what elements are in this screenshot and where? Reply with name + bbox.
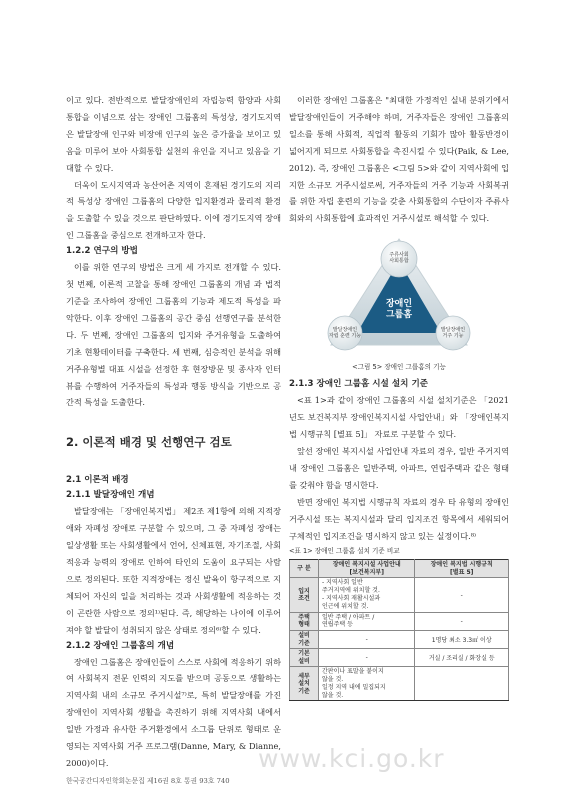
label-training-function: 발달장애인 자립 훈련 기능 [328,327,362,340]
paragraph: 이를 위한 연구의 방법은 크게 세 가지로 전개할 수 있다. 첫 번째, 이론적 고찰을 통해 장애인 그룹홈의 개념 과 법적 기준을 조사하여 장애인 그룹홈의 기능과 제도적 특성을 파악한다. 이후 장애인 그룹홈의 공간 중심 선행연구를 분석한다. 두 번째, 장애인 그룹홈의 입지와 주거유형을 도출하여 기초 현황데이터를 구축한다. 세 번째, 심층적인 분석을 위해 거주유형별 대표 시설을 선정한 후 현장방문 및 종사자 인터뷰를 수행하여 거주자들의 특성과 행동 방식을 기반으로 공간적 특성을 도출한다. [66,262,281,408]
paragraph: 앞선 장애인 복지시설 사업안내 자료의 경우, 일반 주거지역 내 장애인 그룹홈은 일반주택, 아파트, 연립주택과 같은 형태를 갖춰야 함을 명시한다. [289,445,509,490]
header-ministry-guide: 장애인 복지시설 사업안내 [보건복지부] [319,560,415,578]
table-header-row [290,560,509,578]
paragraph: 이고 있다. 전반적으로 발달장애인의 자립능력 함양과 사회통합을 이념으로 삼는 장애인 그룹홈의 특성상, 경기도지역은 발달장애 인구와 비장애 인구의 높은 증가율을 보이고 있음을 미루어 보아 사회통합 실천의 유인을 지니고 있음을 기대할 수 있다. [66,95,281,173]
row-label: 입지 조건 [290,578,319,612]
label-mainstream-society: 주류사회 사회통합 [389,252,409,265]
page-footer: 한국공간디자인학회논문집 제16권 8호 통권 93호 740 [66,777,230,785]
cell: - [319,631,415,649]
cell: 일반 주택 / 아파트 / 연립주택 등 [319,612,415,631]
figure-caption: <그림 5> 장애인 그룹홈의 기능 [352,363,446,372]
paragraph: 발달장애는 「장애인복지법」 제2조 제1항에 의해 지적장애와 자폐성 장애로 구분할 수 있으며, 그 중 자폐성 장애는 일상생활 또는 사회생활에서 언어, 신체표현, 자기조절, 사회적응과 능력의 장애로 인하여 타인의 도움이 요구되는 사람으로 정의된다. 또한 지적장애는 정신 발육이 항구적으로 지체되어 자신의 일을 처리하는 것과 사회생활에 적응하는 것이 곤란한 사람으로 정의¹⁾된다. 즉, 해당하는 나이에 이루어져야 할 발달이 성취되지 않은 상태로 정의⁶⁾할 수 있다. [66,506,281,635]
table-row [290,612,509,631]
paragraph: <표 1>과 같이 장애인 그룹홈의 시설 설치기준은 「2021년도 보건복지부 장애인복지시설 사업안내」와 「장애인복지법 시행규칙 [별표 5]」 자료로 구분할 수 있다. [289,395,509,440]
section-heading-1-2-2: 1.2.2 연구의 방법 [66,246,138,257]
cell: - 지역사회 일반 주거지역에 위치할 것. - 지역사회 재활시설과 인근에 위치할 것. [319,578,415,612]
figure-group-home-functions [289,233,509,355]
chapter-heading-2: 2. 이론적 배경 및 선행연구 검토 [66,435,232,450]
cell: - [415,578,509,612]
paragraph: 이러한 장애인 그룹홈은 "최대한 가정적인 실내 분위기에서 발달장애인들이 거주해야 하며, 거주자들은 장애인 그룹홈의 일소를 통해 사회적, 직업적 활동의 기회가 많아 활동반경이 넓어지게 되므로 사회통합을 촉진시킬 수 있다(Paik, & Lee, 2012). 즉, 장애인 그룹홈은 <그림 5>와 같이 지역사회에 입지한 소규모 거주시설로써, 거주자들의 거주 기능과 사회복귀를 위한 자립 훈련의 기능을 갖춘 사회통합의 수단이자 주류사회와의 사회통합에 효과적인 거주시설로 해석할 수 있다. [289,95,509,224]
row-label: 세부 설치 기준 [290,667,319,701]
section-heading-2-1-3: 2.1.3 장애인 그룹홈 시설 설치 기준 [289,379,429,390]
cell: 거실 / 조리실 / 화장실 등 [415,649,509,667]
paragraph: 반면 장애인 복지법 시행규칙 자료의 경우 타 유형의 장애인 거주시설 또는 복지시설과 달리 입지조건 항목에서 세워되어 구체적인 입지조건을 명시하지 않고 있는 실정이다.⁸⁾ [289,496,509,541]
right-column [289,92,509,701]
section-heading-2-1-2: 2.1.2 장애인 그룹홈의 개념 [66,640,175,651]
label-residence-function: 발달장애인 거주 기능 [440,327,466,340]
cell [415,667,509,701]
header-enforcement-rule: 장애인 복지법 시행규칙 [별표 5] [415,560,509,578]
cell: - [319,649,415,667]
table-row [290,578,509,612]
row-label: 주택 형태 [290,612,319,631]
header-category: 구 분 [290,560,319,578]
paragraph: 장애인 그룹홈은 장애인들이 스스로 사회에 적응하기 위하여 사회복지 전문 인력의 지도를 받으며 공동으로 생활하는 지역사회 내의 소규모 주거시설⁷⁾로, 특히 발달장애를 가진 장애인이 지역사회 생활을 촉진하기 위해 지역사회 내에서 일반 가정과 유사한 주거환경에서 소그룹 단위로 형태로 운영되는 지역사회 거주 프로그램(Danne, Mary, & Dianne, 2000)이다. [66,656,281,768]
table-row [290,667,509,701]
left-column [66,92,281,772]
label-group-home: 장애인 그룹홈 [385,299,413,321]
section-heading-2-1-1: 2.1.1 발달장애인 개념 [66,490,155,501]
paragraph: 더욱이 도시지역과 농산어촌 지역이 혼재된 경기도의 지리적 특성상 장애인 그룹홈의 다양한 입지환경과 물리적 환경을 도출할 수 있을 것으로 판단하였다. 이에 경기도지역 장애인 그룹홈을 중심으로 전개하고자 한다. [66,179,281,241]
cell: 간판이나 표말을 붙이지 않을 것. 일정 지역 내에 밀집되지 않을 것. [319,667,415,701]
watermark: www.kci.go.kr [258,744,445,773]
row-label: 설비 기준 [290,631,319,649]
table-row [290,649,509,667]
section-heading-2-1: 2.1 이론적 배경 [66,475,129,486]
cell: - [415,612,509,631]
cell: 1명당 최소 3.3㎡ 이상 [415,631,509,649]
table-caption: <표 1> 장애인 그룹홈 설치 기준 비교 [289,547,400,556]
installation-criteria-table [289,559,509,701]
table-row [290,631,509,649]
row-label: 기본 설비 [290,649,319,667]
